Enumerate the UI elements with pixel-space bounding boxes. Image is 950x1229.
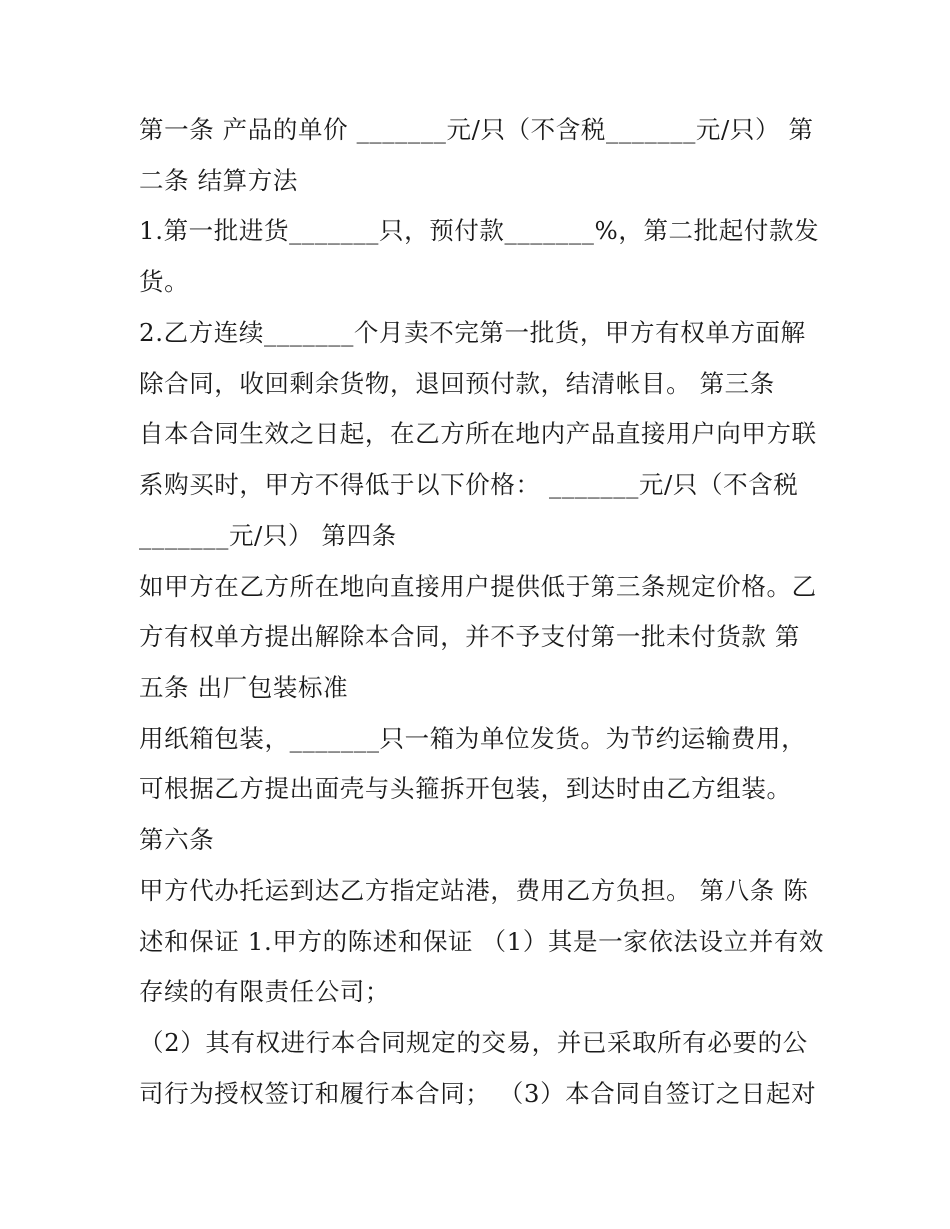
text-line: 五条 出厂包装标准	[139, 673, 349, 702]
text-line: 可根据乙方提出面壳与头箍拆开包装，到达时由乙方组装。	[139, 774, 792, 803]
text-line: 1.第一批进货_______只，预付款_______%，第二批起付款发	[139, 216, 820, 245]
text-line: 用纸箱包装，_______只一箱为单位发货。为节约运输费用，	[139, 724, 807, 753]
text-line: 述和保证 1.甲方的陈述和保证 （1）其是一家依法设立并有效	[139, 927, 825, 956]
text-line: 存续的有限责任公司；	[139, 977, 390, 1006]
text-line: 系购买时，甲方不得低于以下价格： _______元/只（不含税	[139, 470, 799, 499]
text-line: 第一条 产品的单价 _______元/只（不含税_______元/只） 第	[139, 115, 814, 144]
text-line: 2.乙方连续_______个月卖不完第一批货，甲方有权单方面解	[139, 318, 806, 347]
text-line: 二条 结算方法	[139, 166, 298, 195]
text-line: （2）其有权进行本合同规定的交易，并已采取所有必要的公	[139, 1028, 808, 1057]
text-line: 如甲方在乙方所在地向直接用户提供低于第三条规定价格。乙	[139, 572, 817, 601]
text-line: _______元/只） 第四条	[139, 521, 397, 550]
text-line: 第六条	[139, 825, 215, 854]
text-line: 司行为授权签订和履行本合同； （3）本合同自签订之日起对	[139, 1079, 817, 1108]
text-line: 自本合同生效之日起，在乙方所在地内产品直接用户向甲方联	[139, 419, 817, 448]
text-line: 除合同，收回剩余货物，退回预付款，结清帐目。 第三条	[139, 369, 775, 398]
text-line: 方有权单方提出解除本合同，并不予支付第一批未付货款 第	[139, 622, 800, 651]
text-line: 货。	[139, 267, 190, 296]
text-line: 甲方代办托运到达乙方指定站港，费用乙方负担。 第八条 陈	[139, 876, 809, 905]
